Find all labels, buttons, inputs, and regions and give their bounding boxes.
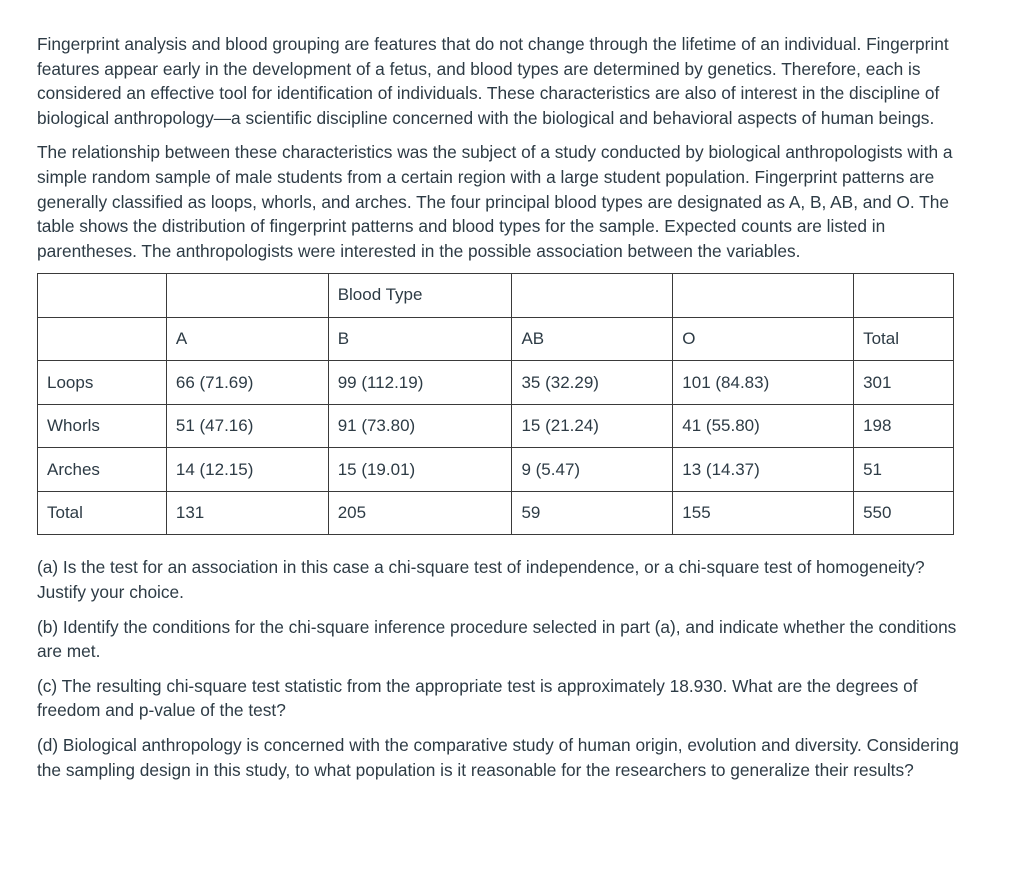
- table-row: [38, 404, 954, 448]
- column-header: B: [328, 317, 512, 361]
- column-header: O: [673, 317, 854, 361]
- table-cell: [854, 274, 954, 318]
- intro-paragraph-1: Fingerprint analysis and blood grouping are features that do not change through the lifetime of an individual. Fingerprint features appear early in the development of a fetus, and blood types are determined by genetics. Therefore, each is considered an effective tool for identification of individuals. These characteristics are also of interest in the discipline of biological anthropology—a scientific discipline concerned with the biological and behavioral aspects of human beings.: [37, 34, 949, 128]
- question-a: (a) Is the test for an association in this case a chi-square test of independence, or a chi-square test of homogeneity? Justify your choice.: [37, 557, 925, 602]
- table-cell: 15 (19.01): [328, 448, 512, 492]
- table-cell: 9 (5.47): [512, 448, 673, 492]
- questions: [37, 555, 964, 782]
- table-cell: 35 (32.29): [512, 361, 673, 405]
- column-header: AB: [512, 317, 673, 361]
- table-cell: 131: [166, 491, 328, 535]
- blood-type-header: Blood Type: [328, 274, 512, 318]
- table-cell: 99 (112.19): [328, 361, 512, 405]
- row-label: Loops: [38, 361, 167, 405]
- table-cell: 155: [673, 491, 854, 535]
- table-cell: 13 (14.37): [673, 448, 854, 492]
- table-cell: 14 (12.15): [166, 448, 328, 492]
- row-label: Arches: [38, 448, 167, 492]
- table-cell: 198: [854, 404, 954, 448]
- table-row: [38, 448, 954, 492]
- table-cell: 66 (71.69): [166, 361, 328, 405]
- table-cell: 51 (47.16): [166, 404, 328, 448]
- question-b: (b) Identify the conditions for the chi-square inference procedure selected in part (a), and indicate whether the conditions are met.: [37, 616, 957, 662]
- question-d: (d) Biological anthropology is concerned with the comparative study of human origin, evolution and diversity. Considering the sampling design in this study, to what population is it reasonable for the researchers to generalize their results?: [37, 734, 959, 780]
- table-cell: 301: [854, 361, 954, 405]
- question-c: (c) The resulting chi-square test statistic from the appropriate test is approximately 18.930. What are the degrees of freedom and p-value of the test?: [37, 675, 918, 721]
- table-row: [38, 361, 954, 405]
- row-label: Whorls: [38, 404, 167, 448]
- table-cell: [512, 274, 673, 318]
- table-cell: 101 (84.83): [673, 361, 854, 405]
- table-cell: 205: [328, 491, 512, 535]
- table-cell: 550: [854, 491, 954, 535]
- table-cell: 51: [854, 448, 954, 492]
- table-cell: 91 (73.80): [328, 404, 512, 448]
- table-cell: [673, 274, 854, 318]
- intro-paragraph-2: The relationship between these characteristics was the subject of a study conducted by biological anthropologists with a simple random sample of male students from a certain region with a large student population. Fingerprint patterns are generally classified as loops, whorls, and arches. The four principal blood types are designated as A, B, AB, and O. The table shows the distribution of fingerprint patterns and blood types for the sample. Expected counts are listed in parentheses. The anthropologists were interested in the possible association between the variables.: [37, 142, 953, 261]
- table-cell: 41 (55.80): [673, 404, 854, 448]
- table-cell: [38, 274, 167, 318]
- table-cell: 59: [512, 491, 673, 535]
- table-column-header-row: [38, 317, 954, 361]
- column-header: A: [166, 317, 328, 361]
- row-label: Total: [38, 491, 167, 535]
- fingerprint-blood-type-table: [37, 273, 954, 535]
- table-group-header-row: [38, 274, 954, 318]
- column-header: [38, 317, 167, 361]
- column-header: Total: [854, 317, 954, 361]
- table-cell: [166, 274, 328, 318]
- table-row: [38, 491, 954, 535]
- table-cell: 15 (21.24): [512, 404, 673, 448]
